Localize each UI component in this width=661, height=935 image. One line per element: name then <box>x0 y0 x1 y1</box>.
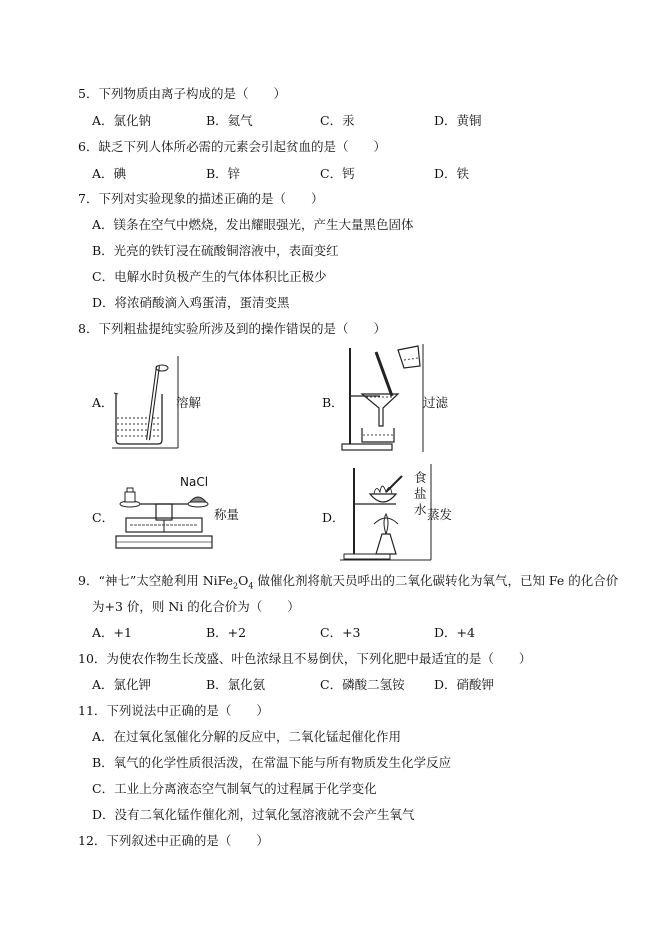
q10-option-c: C．磷酸二氢铵 <box>320 677 405 692</box>
fig-d-side-label-2: 盐 <box>414 486 427 501</box>
q10-option-a: A．氯化钾 <box>92 677 152 692</box>
q5-option-a: A．氯化钠 <box>92 113 152 128</box>
fig-b-caption: 过滤 <box>423 395 449 410</box>
q6-option-b: B．锌 <box>206 166 241 181</box>
fig-a-letter: A． <box>92 395 114 410</box>
q5-option-b: B．氦气 <box>206 113 253 128</box>
q10-option-d: D．硝酸钾 <box>434 677 495 692</box>
q7-option-a: A．镁条在空气中燃烧，发出耀眼强光，产生大量黑色固体 <box>92 217 414 232</box>
fig-c-reagent-label: NaCl <box>180 475 209 489</box>
q5-option-d: D．黄铜 <box>434 113 482 128</box>
fig-d-side-label-3: 水 <box>414 502 427 517</box>
q10-option-b: B．氯化氨 <box>206 677 266 692</box>
q7-option-c: C．电解水时负极产生的气体体积比正极少 <box>92 269 327 284</box>
q9-stem-b: 做催化剂将航天员呼出的二氧化碳转化为氧气，已知 Fe 的化合价 <box>253 573 619 588</box>
q9-stem-line1 <box>78 571 618 591</box>
q9-option-a: A．+1 <box>92 625 132 640</box>
fig-d-side-label-1: 食 <box>414 470 427 485</box>
fig-b-filtration-diagram <box>340 344 424 454</box>
fig-d-letter: D． <box>322 510 345 525</box>
q11-option-d: D．没有二氧化锰作催化剂，过氧化氢溶液就不会产生氧气 <box>92 807 415 822</box>
q9-sub1: 2 <box>233 581 239 591</box>
q7-option-d: D．将浓硝酸滴入鸡蛋清，蛋清变黑 <box>92 295 290 310</box>
q9-stem-a: 9．“神七”太空舱利用 NiFe <box>78 573 234 588</box>
q7-stem: 7．下列对实验现象的描述正确的是（ ） <box>78 191 324 206</box>
q6-option-c: C．钙 <box>320 166 355 181</box>
q5-stem: 5．下列物质由离子构成的是（ ） <box>78 86 286 101</box>
q9-stem-line2: 为+3 价，则 Ni 的化合价为（ ） <box>92 599 300 614</box>
q8-stem: 8．下列粗盐提纯实验所涉及到的操作错误的是（ ） <box>78 321 386 336</box>
q6-option-d: D．铁 <box>434 166 470 181</box>
q11-option-b: B．氧气的化学性质很活泼，在常温下能与所有物质发生化学反应 <box>92 755 452 770</box>
q5-option-c: C．汞 <box>320 113 355 128</box>
fig-a-caption: 溶解 <box>176 395 202 410</box>
fig-c-letter: C． <box>92 510 115 525</box>
fig-c-balance-diagram <box>112 484 216 552</box>
q11-stem: 11．下列说法中正确的是（ ） <box>78 703 269 718</box>
q10-stem: 10．为使农作物生长茂盛、叶色浓绿且不易倒伏，下列化肥中最适宜的是（ ） <box>78 651 532 666</box>
q7-option-b: B．光亮的铁钉浸在硫酸铜溶液中，表面变红 <box>92 243 339 258</box>
fig-b-letter: B． <box>322 395 344 410</box>
q11-option-a: A．在过氧化氢催化分解的反应中，二氧化锰起催化作用 <box>92 729 402 744</box>
fig-d-caption: 蒸发 <box>427 507 453 522</box>
q12-stem: 12．下列叙述中正确的是（ ） <box>78 833 269 848</box>
q6-stem: 6．缺乏下列人体所必需的元素会引起贫血的是（ ） <box>78 139 386 154</box>
q6-option-a: A．碘 <box>92 166 127 181</box>
q11-option-c: C．工业上分离液态空气制氧气的过程属于化学变化 <box>92 781 377 796</box>
fig-a-dissolving-diagram <box>108 354 180 450</box>
q9-mid: O <box>238 573 249 588</box>
q9-sub2: 4 <box>248 581 254 591</box>
q9-option-c: C．+3 <box>320 625 361 640</box>
q9-option-d: D．+4 <box>434 625 475 640</box>
fig-c-caption: 称量 <box>214 507 240 522</box>
q9-option-b: B．+2 <box>206 625 247 640</box>
